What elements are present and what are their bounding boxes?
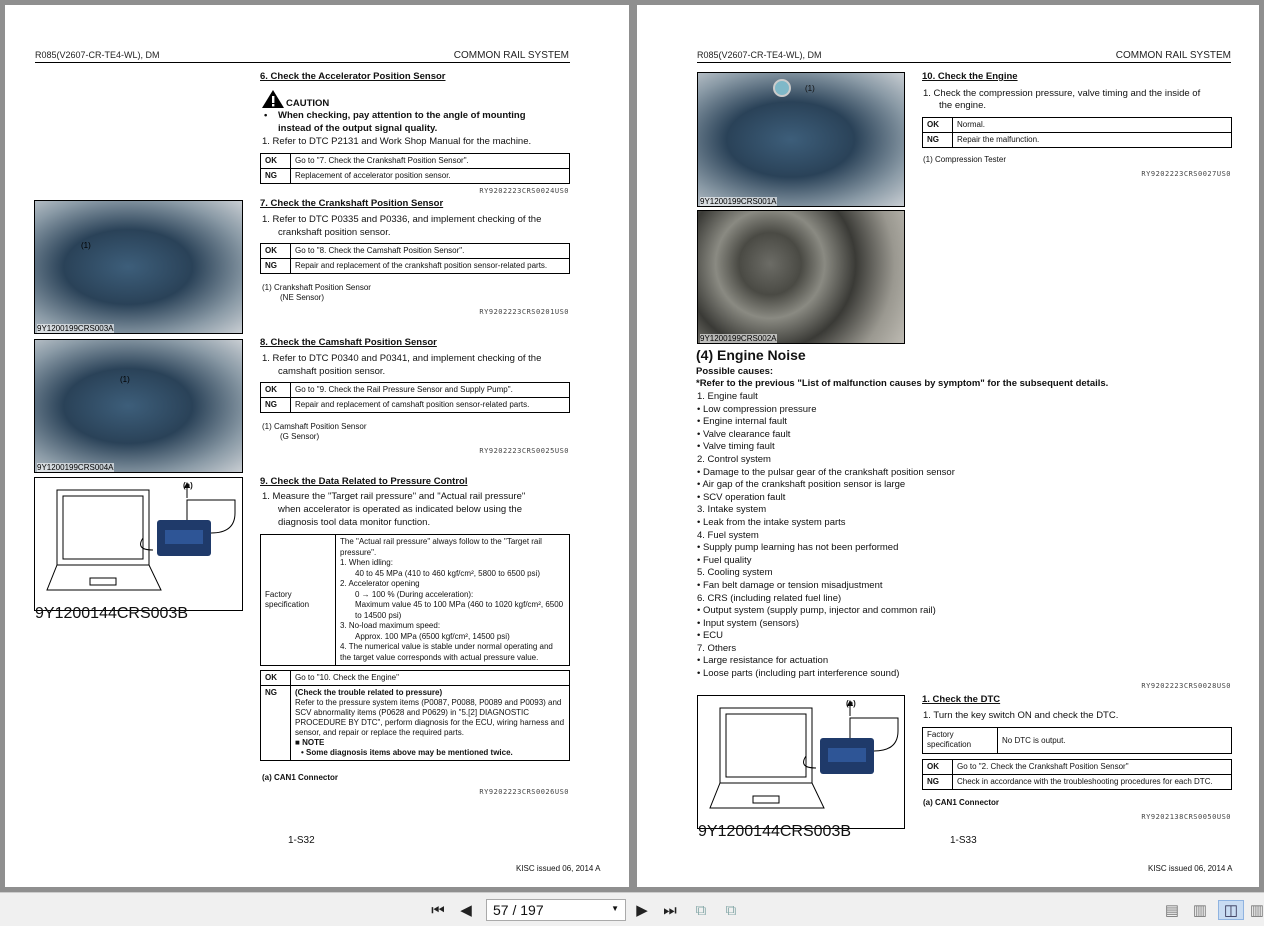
result-table <box>260 153 570 184</box>
spec-line: 40 to 45 MPa (410 to 460 kgf/cm², 5800 to 6500 psi) <box>355 568 540 578</box>
step-text: crankshaft position sensor. <box>278 227 391 238</box>
issue-footer: KISC issued 06, 2014 A <box>516 864 601 873</box>
ng-label: NG <box>923 133 953 148</box>
ng-label: NG <box>261 169 291 184</box>
spec-value <box>336 535 570 666</box>
spec-line: Maximum value 45 to 100 MPa (460 to 1020 kgf/cm², 6500 to 14500 psi) <box>355 600 564 620</box>
image-caption: 9Y1200199CRS002A <box>700 334 777 343</box>
legend-note: (1) Compression Tester <box>923 155 1006 164</box>
legend-note: (1) Crankshaft Position Sensor <box>262 283 371 292</box>
ok-label: OK <box>261 671 291 686</box>
spec-line: 3. No-load maximum speed: <box>340 621 441 630</box>
ng-text: Repair and replacement of the crankshaft position sensor-related parts. <box>291 259 570 274</box>
viewer-toolbar <box>0 892 1264 926</box>
cause-item: • Supply pump learning has not been performed <box>697 542 899 554</box>
cause-item: 6. CRS (including related fuel line) <box>697 592 842 604</box>
page-number: 1-S32 <box>288 835 315 846</box>
reference-code: RY9202223CRS0026US0 <box>479 788 569 796</box>
image-caption: 9Y1200199CRS001A <box>700 197 777 206</box>
cause-item: 1. Engine fault <box>697 391 758 402</box>
cause-item: • ECU <box>697 630 724 642</box>
ok-text: Go to "8. Check the Camshaft Position Sensor". <box>291 244 570 259</box>
caution-label: CAUTION <box>286 98 330 109</box>
image-caption: 9Y1200199CRS003A <box>37 324 114 333</box>
callout-label: (a) <box>183 481 193 490</box>
laptop-connection-diagram <box>34 477 243 622</box>
cause-item: • Fuel quality <box>697 554 752 566</box>
note-text: Some diagnosis items above may be mentioned twice. <box>306 748 513 757</box>
issue-footer: KISC issued 06, 2014 A <box>1148 864 1233 873</box>
ok-text: Go to "9. Check the Rail Pressure Sensor and Supply Pump". <box>291 383 570 398</box>
cause-item: • Low compression pressure <box>697 403 817 415</box>
caution-text: When checking, pay attention to the angle of mounting <box>278 110 526 121</box>
crankshaft-sensor-photo <box>34 200 243 334</box>
spec-line: 0 → 100 % (During acceleration): <box>355 589 474 599</box>
ok-text: Go to "2. Check the Crankshaft Position Sensor" <box>953 760 1232 775</box>
spec-line: Approx. 100 MPa (6500 kgf/cm², 14500 psi) <box>355 631 510 641</box>
ng-label: NG <box>923 775 953 790</box>
cause-item: 3. Intake system <box>697 504 767 516</box>
causes-list <box>697 391 955 681</box>
spec-table <box>260 534 570 666</box>
laptop-diagram-icon <box>698 696 904 818</box>
ok-label: OK <box>923 760 953 775</box>
legend-note: (a) CAN1 Connector <box>923 798 1000 807</box>
reference-code: RY9202223CRS0025US0 <box>479 447 569 455</box>
note-square-icon: ■ <box>295 738 303 747</box>
two-page-continuous-view-icon[interactable]: ▥ <box>1250 902 1264 919</box>
page-number-value: 57 / 197 <box>493 902 544 918</box>
step-text: 1. Refer to DTC P0335 and P0336, and implement checking of the <box>262 214 542 225</box>
cause-item: • Valve timing fault <box>697 441 775 453</box>
reference-code: RY9202223CRS0201US0 <box>479 308 569 316</box>
step-text: 1. Refer to DTC P0340 and P0341, and implement checking of the <box>262 353 542 364</box>
chevron-down-icon[interactable]: ▼ <box>611 904 619 913</box>
spec-label: Factory specification <box>923 728 998 754</box>
two-page-view-icon[interactable]: ◫ <box>1218 900 1244 920</box>
cause-item: • Engine internal fault <box>697 416 787 428</box>
ng-label: NG <box>261 259 291 274</box>
ok-label: OK <box>261 154 291 169</box>
ok-text: Go to "7. Check the Crankshaft Position Sensor". <box>291 154 570 169</box>
step-text: diagnosis tool data monitor function. <box>278 517 431 528</box>
cause-item: • SCV operation fault <box>697 491 786 503</box>
section-title: 9. Check the Data Related to Pressure Control <box>260 476 468 487</box>
note-label: NOTE <box>302 738 325 747</box>
gauge-icon <box>773 79 791 97</box>
engine-gears-photo <box>697 210 905 344</box>
callout-label: (a) <box>846 699 856 708</box>
section-title: 8. Check the Camshaft Position Sensor <box>260 337 437 348</box>
header-model: R085(V2607-CR-TE4-WL), DM <box>697 50 822 60</box>
callout-label: (1) <box>81 241 91 250</box>
result-table <box>922 117 1232 148</box>
cause-item: 7. Others <box>697 642 737 654</box>
header-rule <box>697 62 1231 63</box>
cause-item: • Leak from the intake system parts <box>697 516 846 528</box>
ok-label: OK <box>923 118 953 133</box>
reference-code: RY9202223CRS0028US0 <box>1141 682 1231 690</box>
legend-note: (1) Camshaft Position Sensor <box>262 422 367 431</box>
refer-note: *Refer to the previous "List of malfunction causes by symptom" for the subsequent details. <box>696 378 1109 389</box>
ok-label: OK <box>261 383 291 398</box>
caution-bullet: • <box>264 110 268 121</box>
image-caption: 9Y1200199CRS004A <box>37 463 114 472</box>
ng-body: Refer to the pressure system items (P0087, P0088, P0089 and P0093) and SCV abnormality items (P0628 and P0629) in "5.[2] DIAGNOSTIC PROCEDURE BY DTC", perform diagnosis for the ECU, wiring harness and sensor, and repair or replace the required parts. <box>295 698 565 737</box>
reference-code: RY9202223CRS0027US0 <box>1141 170 1231 178</box>
ng-text: Check in accordance with the troubleshooting procedures for each DTC. <box>953 775 1232 790</box>
cause-item: • Air gap of the crankshaft position sensor is large <box>697 479 906 491</box>
previous-view-icon[interactable]: ⧉ <box>695 901 707 919</box>
ng-text: Replacement of accelerator position sensor. <box>291 169 570 184</box>
previous-page-button[interactable]: ◀ <box>460 902 472 919</box>
reference-code: RY9202223CRS0024US0 <box>479 187 569 195</box>
step-text: 1. Turn the key switch ON and check the DTC. <box>923 710 1119 721</box>
spec-line: 2. Accelerator opening <box>340 579 420 588</box>
ng-label: NG <box>261 686 291 761</box>
ng-text: Repair the malfunction. <box>953 133 1232 148</box>
spec-label: Factory specification <box>261 535 336 666</box>
spec-line: The "Actual rail pressure" always follow to the "Target rail pressure". <box>340 537 542 557</box>
cause-item: 5. Cooling system <box>697 567 773 579</box>
image-caption: 9Y1200144CRS003B <box>35 605 189 622</box>
laptop-connection-diagram <box>697 695 905 840</box>
ng-text: (Check the trouble related to pressure) Refer to the pressure system items (P0087, P0088, P0089 and P0093) and SCV abnormality items (P0628 and P0629) in "5.[2] DIAGNOSTIC PROCEDURE BY DTC", perform diagnosis for the ECU, wiring harness and sensor, and repair or replace the required parts. ■ NOTE • Some diagnosis items above may be mentioned twice. <box>291 686 570 761</box>
section-title: 1. Check the DTC <box>922 694 1001 705</box>
next-page-button[interactable]: ▶ <box>636 902 648 919</box>
legend-note: (NE Sensor) <box>280 293 325 302</box>
header-section: COMMON RAIL SYSTEM <box>453 50 569 61</box>
section-heading: (4) Engine Noise <box>696 347 806 363</box>
laptop-diagram-icon <box>35 478 242 600</box>
camshaft-sensor-photo <box>34 339 243 473</box>
step-text: the engine. <box>939 100 987 111</box>
callout-label: (1) <box>120 375 130 384</box>
ok-text: Go to "10. Check the Engine" <box>291 671 570 686</box>
reference-code: RY9202138CRS0050US0 <box>1141 813 1231 821</box>
last-page-button[interactable]: ⏭ <box>663 901 677 919</box>
next-view-icon[interactable]: ⧉ <box>725 901 737 919</box>
spec-line: 1. When idling: <box>340 558 393 567</box>
page-number-input[interactable] <box>486 899 626 921</box>
image-caption: 9Y1200144CRS003B <box>698 823 852 840</box>
ng-text: Repair and replacement of camshaft position sensor-related parts. <box>291 398 570 413</box>
result-table <box>922 759 1232 790</box>
result-table <box>260 382 570 413</box>
page-number: 1-S33 <box>950 835 977 846</box>
single-page-view-icon[interactable]: ▤ <box>1164 902 1180 919</box>
cause-item: • Large resistance for actuation <box>697 655 829 667</box>
step-text: 1. Measure the "Target rail pressure" and "Actual rail pressure" <box>262 491 526 502</box>
step-text: 1. Refer to DTC P2131 and Work Shop Manual for the machine. <box>262 136 532 147</box>
section-title: 6. Check the Accelerator Position Sensor <box>260 71 446 82</box>
ok-text: Normal. <box>953 118 1232 133</box>
section-title: 10. Check the Engine <box>922 71 1018 82</box>
first-page-button[interactable]: ⏮ <box>431 901 445 919</box>
cause-item: • Valve clearance fault <box>697 428 791 440</box>
spec-line: 4. The numerical value is stable under normal operating and the target value corresponds with actual pressure value. <box>340 642 553 662</box>
spec-table <box>922 727 1232 754</box>
result-table <box>260 243 570 274</box>
cause-item: 4. Fuel system <box>697 529 759 541</box>
ng-title: (Check the trouble related to pressure) <box>295 688 443 697</box>
right-page <box>637 5 1259 887</box>
header-section: COMMON RAIL SYSTEM <box>1115 50 1231 61</box>
ng-label: NG <box>261 398 291 413</box>
step-text: when accelerator is operated as indicated below using the <box>278 504 522 515</box>
cause-item: 2. Control system <box>697 453 771 465</box>
cause-item: • Damage to the pulsar gear of the crankshaft position sensor <box>697 466 955 478</box>
legend-note: (G Sensor) <box>280 432 320 441</box>
step-text: camshaft position sensor. <box>278 366 386 377</box>
header-model: R085(V2607-CR-TE4-WL), DM <box>35 50 160 60</box>
compression-tester-photo <box>697 72 905 207</box>
spec-value: No DTC is output. <box>998 728 1232 754</box>
continuous-view-icon[interactable]: ▥ <box>1192 902 1208 919</box>
cause-item: • Loose parts (including part interference sound) <box>697 668 900 680</box>
left-page <box>5 5 629 887</box>
result-table <box>260 670 570 761</box>
section-title: 7. Check the Crankshaft Position Sensor <box>260 198 444 209</box>
callout-label: (1) <box>805 84 815 93</box>
legend-note: (a) CAN1 Connector <box>262 773 339 782</box>
cause-item: • Input system (sensors) <box>697 617 800 629</box>
ok-label: OK <box>261 244 291 259</box>
caution-text: instead of the output signal quality. <box>278 123 438 134</box>
header-rule <box>35 62 570 63</box>
cause-item: • Fan belt damage or tension misadjustment <box>697 579 883 591</box>
step-text: 1. Check the compression pressure, valve timing and the inside of <box>923 88 1201 99</box>
cause-item: • Output system (supply pump, injector and common rail) <box>697 605 936 617</box>
possible-causes-label: Possible causes: <box>696 366 774 377</box>
